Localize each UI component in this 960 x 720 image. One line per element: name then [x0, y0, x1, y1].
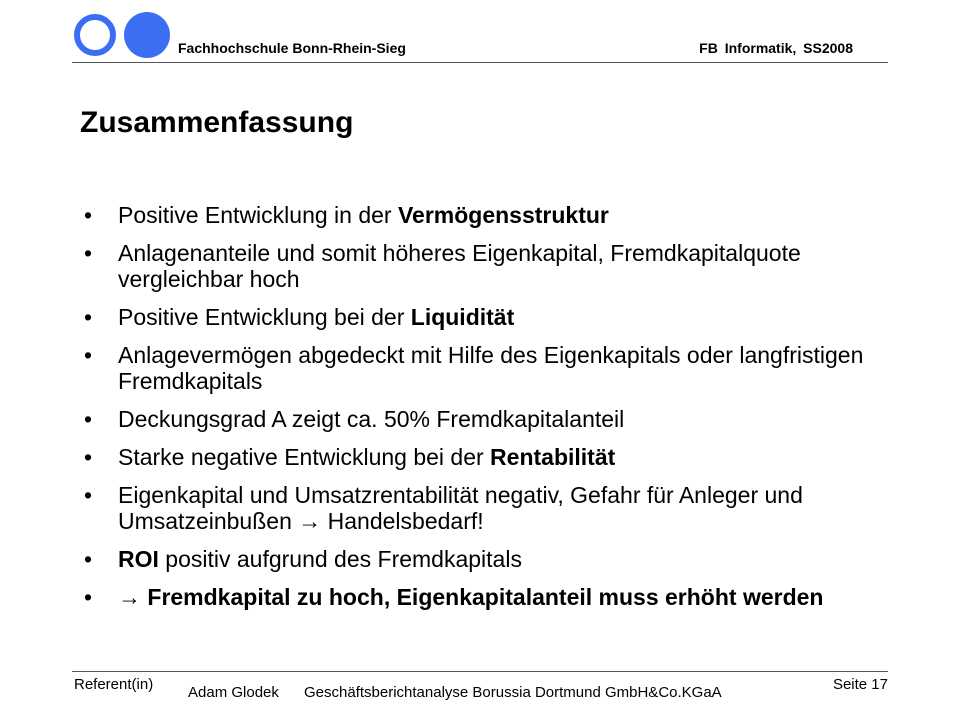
bullet-text: Positive Entwicklung bei der [118, 304, 411, 330]
bullet-text: Anlagevermögen abgedeckt mit Hilfe des Eigenkapitals oder langfristigen Fremdkapitals [118, 342, 864, 394]
bullet-item [80, 406, 870, 432]
header-institution: Fachhochschule Bonn-Rhein-Sieg [178, 40, 406, 56]
logo-circle-outline-icon [74, 14, 116, 56]
bullet-item [80, 546, 870, 572]
bullet-text: Anlagenanteile und somit höheres Eigenkapital, Fremdkapitalquote vergleichbar hoch [118, 240, 801, 292]
bullet-text: positiv aufgrund des Fremdkapitals [158, 546, 522, 572]
footer-referent-label: Referent(in) [74, 676, 154, 693]
footer-presenter: Adam Glodek [188, 684, 279, 701]
bullet-dot: • [84, 304, 93, 330]
bullet-item [80, 482, 870, 534]
bullet-dot: • [84, 240, 93, 266]
bullet-dot: • [84, 202, 93, 228]
bullet-dot: • [84, 444, 93, 470]
bullet-emphasis: Fremdkapital zu hoch, Eigenkapitalanteil muss erhöht werden [141, 584, 824, 610]
bullet-item [80, 444, 870, 470]
header-divider [72, 62, 888, 63]
bullet-emphasis: Liquidität [410, 304, 515, 330]
bullet-dot: • [84, 584, 93, 610]
bullet-text: Starke negative Entwicklung bei der [118, 444, 491, 470]
bullet-dot: • [84, 546, 93, 572]
bullet-text-end: Handelsbedarf! [321, 508, 484, 534]
footer-document-title: Geschäftsberichtanalyse Borussia Dortmund GmbH&Co.KGaA [304, 684, 722, 701]
bullet-dot: • [84, 342, 93, 368]
bullet-dot: • [84, 482, 93, 508]
bullet-emphasis: ROI [118, 546, 159, 572]
bullet-item [80, 240, 870, 292]
bullet-item [80, 342, 870, 394]
header-department: FB Informatik, SS2008 [699, 40, 853, 56]
footer-divider [72, 671, 888, 672]
bullet-text: Deckungsgrad A zeigt ca. 50% Fremdkapitalanteil [118, 406, 625, 432]
bullet-item [80, 304, 870, 330]
bullet-emphasis: Rentabilität [490, 444, 616, 470]
bullet-item [80, 584, 870, 610]
bullet-dot: • [84, 406, 93, 432]
logo-circle-filled-icon [124, 12, 170, 58]
bullet-item [80, 202, 870, 228]
bullet-list [80, 202, 870, 622]
fh-logo [72, 12, 172, 58]
bullet-text: Eigenkapital und Umsatzrentabilität negativ, Gefahr für Anleger und Umsatzeinbußen [118, 482, 803, 534]
bullet-text: Positive Entwicklung in der [118, 202, 398, 228]
footer-page-number: Seite 17 [832, 676, 888, 693]
arrow-right-icon: → [298, 508, 322, 534]
bullet-emphasis: Vermögensstruktur [397, 202, 609, 228]
arrow-right-icon: → [118, 584, 141, 610]
slide-title: Zusammenfassung [80, 106, 354, 139]
